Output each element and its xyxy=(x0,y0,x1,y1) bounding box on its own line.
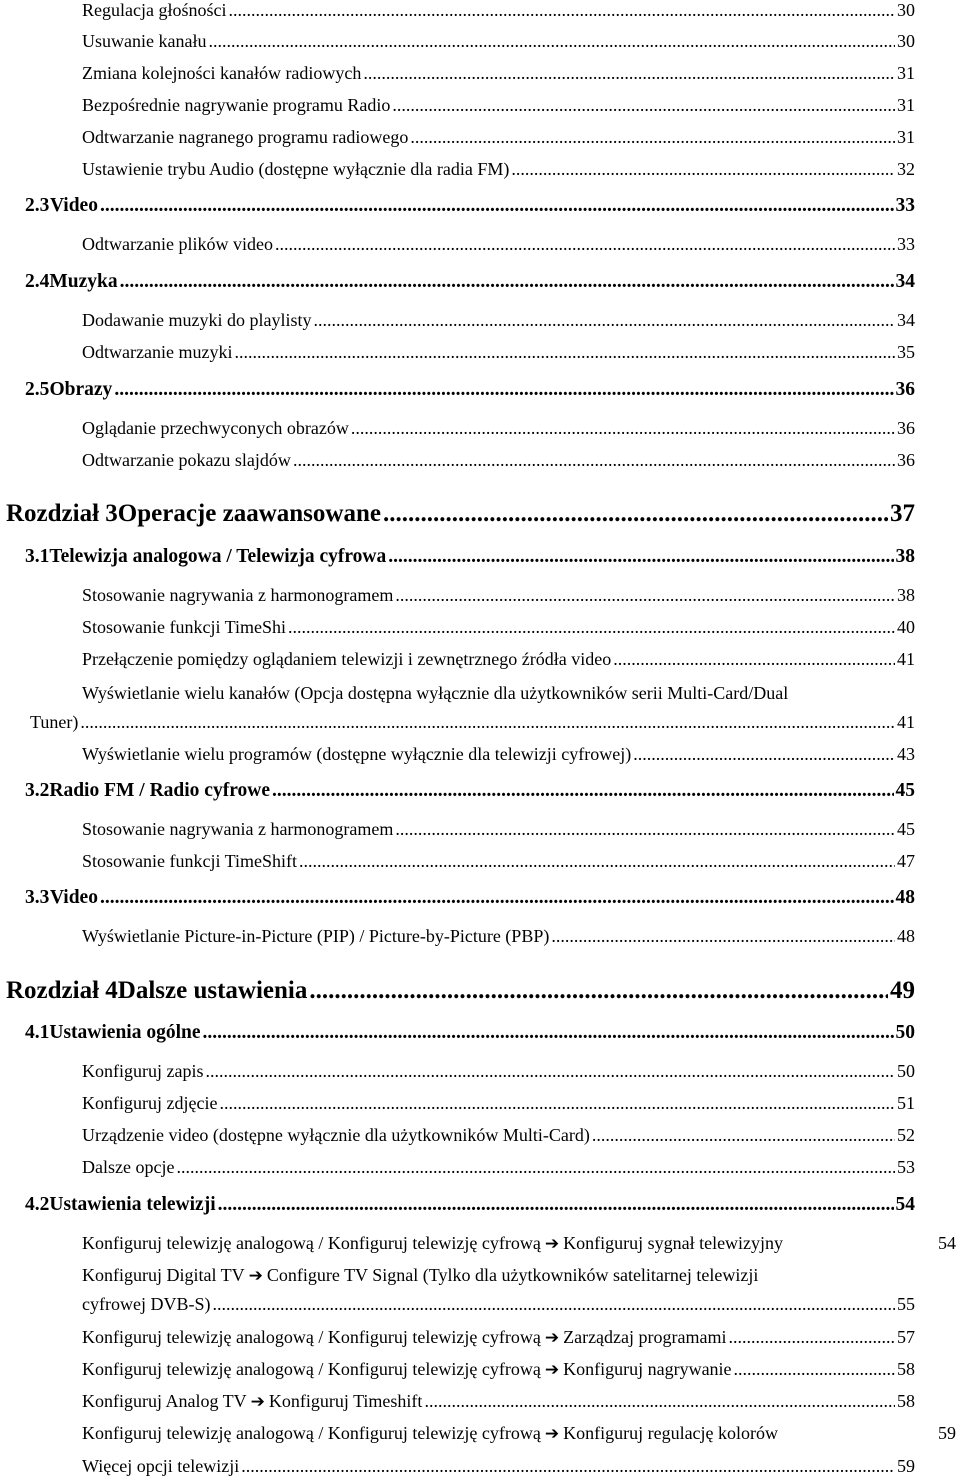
toc-entry[interactable] xyxy=(82,31,915,55)
toc-leader-dots xyxy=(293,450,895,471)
toc-leader-dots xyxy=(218,1194,894,1216)
toc-leader-dots xyxy=(363,63,895,84)
toc-section[interactable] xyxy=(25,271,915,297)
toc-page-number: 48 xyxy=(897,926,915,946)
toc-leader-dots xyxy=(351,418,895,439)
toc-leader-dots xyxy=(613,649,895,670)
toc-page-number: 33 xyxy=(895,195,915,216)
toc-title: Radio FM / Radio cyfrowe xyxy=(49,780,270,801)
toc-page-number: 34 xyxy=(895,271,915,292)
toc-entry[interactable] xyxy=(82,234,915,258)
toc-number: Rozdział 3 xyxy=(6,500,118,527)
toc-leader-dots xyxy=(395,819,895,840)
toc-page-number: 48 xyxy=(895,887,915,908)
toc-page-number: 38 xyxy=(897,585,915,605)
toc-title: Ustawienia ogólne xyxy=(49,1022,201,1043)
toc-page-number: 45 xyxy=(897,819,915,839)
toc-title: Konfiguruj zdjęcie xyxy=(82,1093,218,1113)
toc-section[interactable] xyxy=(25,379,915,405)
toc-title: Odtwarzanie nagranego programu radiowego xyxy=(82,127,409,147)
toc-title: Bezpośrednie nagrywanie programu Radio xyxy=(82,95,391,115)
toc-entry[interactable] xyxy=(82,744,915,768)
toc-page-number: 36 xyxy=(897,450,915,470)
toc-title: Obrazy xyxy=(49,379,113,400)
toc-chapter[interactable] xyxy=(6,977,915,1009)
toc-page-number: 35 xyxy=(897,342,915,362)
toc-leader-dots xyxy=(383,500,888,528)
right-arrow-icon: ➔ xyxy=(544,1360,560,1380)
toc-section[interactable] xyxy=(25,546,915,572)
toc-title: Odtwarzanie pokazu slajdów xyxy=(82,450,291,470)
toc-entry-digital-tv-line2[interactable]: cyfrowej DVB-S) ..... 55 xyxy=(82,1294,915,1318)
toc-page-number: 54 xyxy=(938,1233,956,1253)
toc-page-number: 52 xyxy=(897,1125,915,1145)
toc-entry[interactable] xyxy=(82,342,915,366)
toc-page-number: 50 xyxy=(895,1022,915,1043)
toc-leader-dots xyxy=(288,617,895,638)
toc-entry[interactable] xyxy=(82,95,915,119)
toc-title: Wyświetlanie wielu programów (dostępne wyłącznie dla telewizji cyfrowej) xyxy=(82,744,632,764)
toc-entry-configure-recording[interactable]: Konfiguruj telewizję analogową / Konfiguruj telewizję cyfrową ➔ Konfiguruj nagrywanie ..... 58 xyxy=(82,1359,915,1383)
toc-title: Ustawienia telewizji xyxy=(49,1194,216,1215)
toc-leader-dots xyxy=(511,159,895,180)
toc-entry[interactable] xyxy=(82,585,915,609)
toc-leader-dots xyxy=(275,234,895,255)
toc-entry-digital-tv-line1[interactable]: Konfiguruj Digital TV ➔ Configure TV Signal (Tylko dla użytkowników satelitarnej telewizji xyxy=(82,1265,759,1286)
toc-title: Dalsze ustawienia xyxy=(117,977,308,1004)
toc-entry[interactable] xyxy=(82,819,915,843)
toc-entry-manage-programs[interactable]: Konfiguruj telewizję analogową / Konfiguruj telewizję cyfrową ➔ Zarządzaj programami ..... 57 xyxy=(82,1327,915,1351)
toc-number: 2.3 xyxy=(25,195,50,216)
toc-title: Stosowanie funkcji TimeShi xyxy=(82,617,287,637)
toc-section[interactable] xyxy=(25,887,915,913)
toc-title: Odtwarzanie plików video xyxy=(82,234,273,254)
toc-entry[interactable] xyxy=(82,617,915,641)
toc-title: Muzyka xyxy=(49,271,118,292)
toc-title: Urządzenie video (dostępne wyłącznie dla użytkowników Multi-Card) xyxy=(82,1125,590,1145)
toc-number: 4.1 xyxy=(25,1022,50,1043)
toc-leader-dots xyxy=(388,546,893,568)
toc-entry[interactable] xyxy=(82,0,915,24)
toc-leader-dots xyxy=(100,195,894,217)
toc-leader-dots xyxy=(410,127,895,148)
toc-title: Stosowanie nagrywania z harmonogramem xyxy=(82,819,394,839)
toc-title: Konfiguruj zapis xyxy=(82,1061,204,1081)
toc-page-number: 34 xyxy=(897,310,915,330)
toc-entry[interactable] xyxy=(82,450,915,474)
toc-entry[interactable] xyxy=(82,926,915,950)
toc-title: Przełączenie pomiędzy oglądaniem telewizji i zewnętrznego źródła video xyxy=(82,649,612,669)
toc-entry-tv-signal[interactable]: Konfiguruj telewizję analogową / Konfiguruj telewizję cyfrową ➔ Konfiguruj sygnał telewizyjny xyxy=(82,1233,784,1254)
toc-number: 3.1 xyxy=(25,546,50,567)
toc-number: 3.2 xyxy=(25,780,50,801)
toc-title: Stosowanie nagrywania z harmonogramem xyxy=(82,585,394,605)
toc-title: Usuwanie kanału xyxy=(82,31,207,51)
toc-title: Odtwarzanie muzyki xyxy=(82,342,233,362)
toc-number: 3.3 xyxy=(25,887,50,908)
toc-leader-dots xyxy=(203,1022,894,1044)
toc-title: Video xyxy=(49,195,98,216)
toc-number: 2.4 xyxy=(25,271,50,292)
toc-section[interactable] xyxy=(25,1022,915,1048)
toc-title: Oglądanie przechwyconych obrazów xyxy=(82,418,349,438)
toc-leader-dots xyxy=(208,31,895,52)
toc-entry[interactable] xyxy=(82,63,915,87)
toc-leader-dots xyxy=(551,926,895,947)
toc-entry[interactable] xyxy=(82,1061,915,1085)
toc-entry[interactable] xyxy=(82,649,915,673)
toc-page-number: 36 xyxy=(897,418,915,438)
toc-entry-color-adjustment[interactable]: Konfiguruj telewizję analogową / Konfiguruj telewizję cyfrową ➔ Konfiguruj regulację kolorów xyxy=(82,1423,779,1444)
toc-title: Stosowanie funkcji TimeShift xyxy=(82,851,298,871)
toc-entry-configure-timeshift[interactable]: Konfiguruj Analog TV ➔ Konfiguruj Timeshift ..... 58 xyxy=(82,1391,915,1415)
toc-entry[interactable] xyxy=(82,851,915,875)
toc-leader-dots xyxy=(633,744,895,765)
toc-page-number: 53 xyxy=(897,1157,915,1177)
toc-leader-dots xyxy=(592,1125,895,1146)
toc-page-number: 37 xyxy=(890,500,915,527)
toc-page-number: 43 xyxy=(897,744,915,764)
toc-page-number: 40 xyxy=(897,617,915,637)
toc-title: Dalsze opcje xyxy=(82,1157,175,1177)
toc-page-number: 33 xyxy=(897,234,915,254)
toc-entry-more-tv-options[interactable]: Więcej opcji telewizji ..... 59 xyxy=(82,1456,915,1480)
toc-entry[interactable] xyxy=(82,1157,915,1181)
toc-leader-dots xyxy=(176,1157,895,1178)
toc-page-number: 31 xyxy=(897,95,915,115)
toc-leader-dots xyxy=(234,342,895,363)
toc-leader-dots xyxy=(114,379,893,401)
right-arrow-icon: ➔ xyxy=(544,1328,560,1348)
toc-chapter[interactable] xyxy=(6,500,915,532)
toc-page-number: 31 xyxy=(897,63,915,83)
toc-number: 4.2 xyxy=(25,1194,50,1215)
toc-leader-dots xyxy=(205,1061,895,1082)
toc-title: Regulacja głośności xyxy=(82,0,227,20)
toc-leader-dots xyxy=(219,1093,895,1114)
toc-title: Wyświetlanie Picture-in-Picture (PIP) / Picture-by-Picture (PBP) xyxy=(82,926,550,946)
toc-number: Rozdział 4 xyxy=(6,977,118,1004)
toc-title: Ustawienie trybu Audio (dostępne wyłącznie dla radia FM) xyxy=(82,159,510,179)
toc-entry[interactable] xyxy=(82,127,915,151)
toc-section[interactable] xyxy=(25,195,915,221)
toc-page-number: 30 xyxy=(897,0,915,20)
toc-page-number: 59 xyxy=(938,1423,956,1443)
toc-page-number: 54 xyxy=(895,1194,915,1215)
toc-entry[interactable] xyxy=(82,1125,915,1149)
toc-page-number: 50 xyxy=(897,1061,915,1081)
toc-page-number: 36 xyxy=(895,379,915,400)
toc-page-number: 38 xyxy=(895,546,915,567)
toc-leader-dots xyxy=(272,780,894,802)
right-arrow-icon: ➔ xyxy=(248,1266,263,1286)
toc-entry[interactable] xyxy=(82,310,915,334)
toc-leader-dots xyxy=(299,851,895,872)
toc-leader-dots xyxy=(395,585,895,606)
toc-entry[interactable] xyxy=(82,418,915,442)
toc-title: Operacje zaawansowane xyxy=(117,500,381,527)
toc-leader-dots xyxy=(309,977,888,1005)
toc-page-number: 32 xyxy=(897,159,915,179)
toc-entry-multi-card-line2[interactable]: Tuner) ..... 41 xyxy=(30,712,915,736)
toc-title: Dodawanie muzyki do playlisty xyxy=(82,310,312,330)
toc-entry-multi-card-line1[interactable]: Wyświetlanie wielu kanałów (Opcja dostępna wyłącznie dla użytkowników serii Multi-Card/Dual xyxy=(82,683,789,703)
right-arrow-icon: ➔ xyxy=(544,1424,560,1444)
toc-leader-dots xyxy=(228,0,895,21)
toc-page-number: 49 xyxy=(890,977,915,1004)
toc-page-number: 47 xyxy=(897,851,915,871)
toc-leader-dots xyxy=(392,95,895,116)
toc-section[interactable] xyxy=(25,1194,915,1220)
right-arrow-icon: ➔ xyxy=(250,1392,265,1412)
right-arrow-icon: ➔ xyxy=(544,1234,560,1254)
toc-page-number: 41 xyxy=(897,649,915,669)
toc-page-number: 31 xyxy=(897,127,915,147)
toc-leader-dots xyxy=(120,271,894,293)
toc-page-number: 30 xyxy=(897,31,915,51)
toc-title: Video xyxy=(49,887,98,908)
toc-number: 2.5 xyxy=(25,379,50,400)
toc-leader-dots xyxy=(100,887,894,909)
toc-title: Telewizja analogowa / Telewizja cyfrowa xyxy=(49,546,387,567)
toc-entry[interactable] xyxy=(82,159,915,183)
toc-title: Zmiana kolejności kanałów radiowych xyxy=(82,63,362,83)
toc-section[interactable] xyxy=(25,780,915,806)
toc-leader-dots xyxy=(313,310,895,331)
toc-page-number: 51 xyxy=(897,1093,915,1113)
toc-entry[interactable] xyxy=(82,1093,915,1117)
toc-page-number: 45 xyxy=(895,780,915,801)
